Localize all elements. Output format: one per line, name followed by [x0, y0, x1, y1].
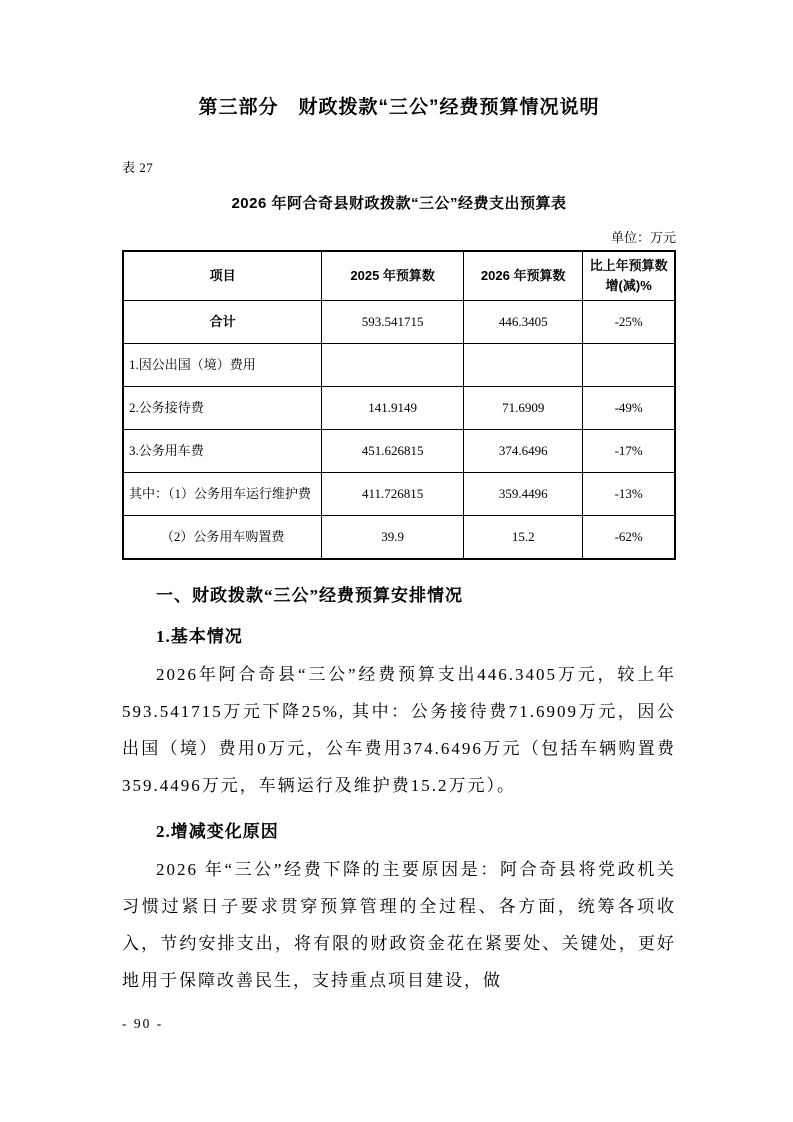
header-item: 项目 [123, 251, 322, 301]
cell-2025-value: 39.9 [322, 515, 464, 559]
cell-2025-value: 593.541715 [322, 300, 464, 343]
page-number: - 90 - [122, 1016, 164, 1031]
table-row-abroad-expense [123, 343, 675, 386]
header-change-percent: 比上年预算数增(减)% [583, 251, 675, 301]
row-label: 2.公务接待费 [123, 386, 322, 429]
row-label: 其中：（1）公务用车运行维护费 [123, 472, 322, 515]
table-header-row [123, 251, 675, 301]
cell-2026-value: 359.4496 [464, 472, 583, 515]
cell-2025-value: 141.9149 [322, 386, 464, 429]
cell-change-value [583, 343, 675, 386]
sub-heading-basic-situation: 1.基本情况 [156, 626, 243, 646]
row-label: 合计 [123, 300, 322, 343]
table-row-reception-expense [123, 386, 675, 429]
cell-2025-value [322, 343, 464, 386]
cell-2026-value [464, 343, 583, 386]
table-row-vehicle-expense [123, 429, 675, 472]
page-title: 第三部分 财政拨款“三公”经费预算情况说明 [198, 97, 600, 118]
table-row-vehicle-purchase [123, 515, 675, 559]
cell-change-value: -62% [583, 515, 675, 559]
cell-change-value: -13% [583, 472, 675, 515]
table-number-label: 表 27 [122, 159, 154, 175]
row-label: （2）公务用车购置费 [123, 515, 322, 559]
table-row-vehicle-operation [123, 472, 675, 515]
row-label: 3.公务用车费 [123, 429, 322, 472]
cell-2026-value: 71.6909 [464, 386, 583, 429]
budget-table-title: 2026 年阿合奇县财政拨款“三公”经费支出预算表 [231, 194, 567, 212]
cell-2026-value: 374.6496 [464, 429, 583, 472]
unit-note: 单位：万元 [610, 229, 676, 245]
cell-change-value: -25% [583, 300, 675, 343]
cell-2026-value: 15.2 [464, 515, 583, 559]
budget-table [122, 250, 676, 560]
header-2026-budget: 2026 年预算数 [464, 251, 583, 301]
cell-change-value: -17% [583, 429, 675, 472]
paragraph-change-reason: 2026 年“三公”经费下降的主要原因是：阿合奇县将党政机关习惯过紧日子要求贯穿预算管理的全过程、各方面，统筹各项收入，节约安排支出，将有限的财政资金花在紧要处、关键处，更好地用于保障改善民生，支持重点项目建设，做 [122, 860, 676, 991]
cell-2025-value: 451.626815 [322, 429, 464, 472]
paragraph-basic-situation: 2026年阿合奇县“三公”经费预算支出446.3405万元，较上年593.541715万元下降25%, 其中：公务接待费71.6909万元，因公出国（境）费用0万元，公车费用374.6496万元（包括车辆购置费359.4496万元，车辆运行及维护费15.2万元）。 [122, 665, 676, 796]
cell-2025-value: 411.726815 [322, 472, 464, 515]
table-row-total [123, 300, 675, 343]
header-2025-budget: 2025 年预算数 [322, 251, 464, 301]
cell-change-value: -49% [583, 386, 675, 429]
section-heading-arrangement: 一、财政拨款“三公”经费预算安排情况 [156, 585, 463, 605]
row-label: 1.因公出国（境）费用 [123, 343, 322, 386]
cell-2026-value: 446.3405 [464, 300, 583, 343]
sub-heading-change-reason: 2.增减变化原因 [156, 822, 279, 842]
